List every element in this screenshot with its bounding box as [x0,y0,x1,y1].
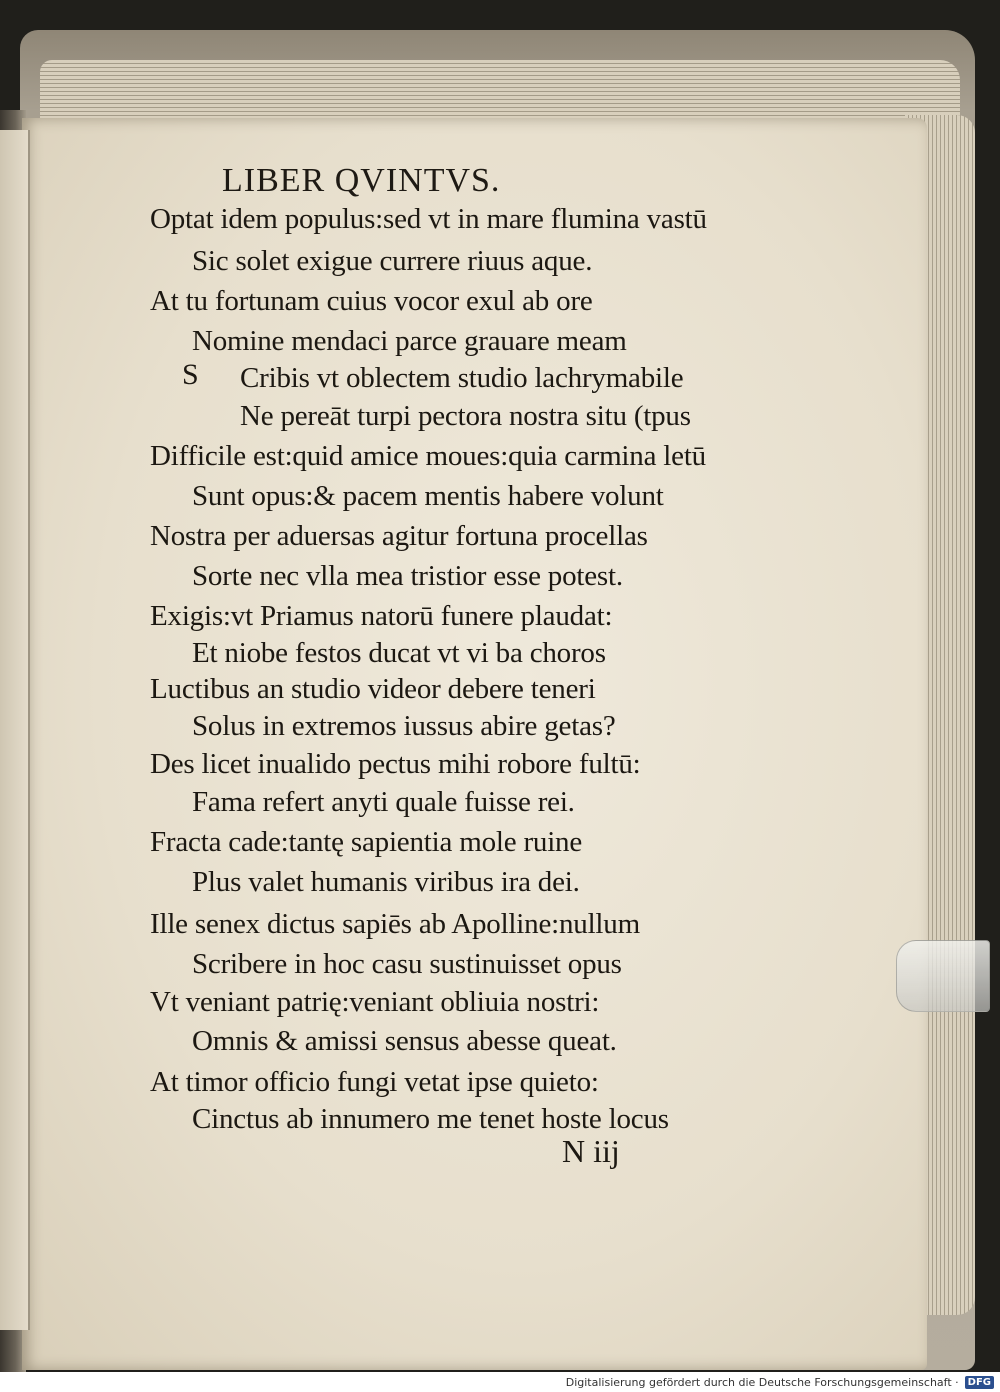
verse-line: Ne pereāt turpi pectora nostra situ (tpus [240,400,691,432]
verse-line: Luctibus an studio videor debere teneri [150,673,596,705]
verse-line: Sorte nec vlla mea tristior esse potest. [192,560,623,592]
verse-line: At timor officio fungi vetat ipse quieto: [150,1066,599,1098]
verse-line: Des licet inualido pectus mihi robore fultū: [150,748,641,780]
verse-line: Sunt opus:& pacem mentis habere volunt [192,480,664,512]
verse-line: Cinctus ab innumero me tenet hoste locus [192,1103,669,1135]
verse-line: Scribere in hoc casu sustinuisset opus [192,948,622,980]
running-head: LIBER QVINTVS. [222,162,501,199]
signature-mark: N iij [562,1133,620,1169]
verse-line: Ille senex dictus sapiēs ab Apolline:nullum [150,908,640,940]
verse-line: Nomine mendaci parce grauare meam [192,325,627,357]
glass-clip [896,940,990,1012]
verse-line: Exigis:vt Priamus natorū funere plaudat: [150,600,613,632]
verse-line: Plus valet humanis viribus ira dei. [192,866,580,898]
verse-line: At tu fortunam cuius vocor exul ab ore [150,285,593,317]
verse-line: Fama refert anyti quale fuisse rei. [192,786,575,818]
guide-letter: S [182,358,199,391]
verse-line: Omnis & amissi sensus abesse queat. [192,1025,617,1057]
verse-line: Nostra per aduersas agitur fortuna procellas [150,520,648,552]
dfg-logo: DFG [965,1376,994,1389]
footer-bar [0,1372,1000,1392]
verse-line: Et niobe festos ducat vt vi ba choros [192,637,606,669]
verse-line: Vt veniant patrię:veniant obliuia nostri: [150,986,600,1018]
verse-line: Solus in extremos iussus abire getas? [192,710,616,742]
funding-credit: Digitalisierung gefördert durch die Deutsche Forschungsgemeinschaft · [565,1375,959,1389]
verse-line: Sic solet exigue currere riuus aque. [192,245,593,277]
verse-line: Cribis vt oblectem studio lachrymabile [240,362,684,394]
verse-line: Difficile est:quid amice moues:quia carmina letū [150,440,706,472]
verse-line: Optat idem populus:sed vt in mare flumina vastū [150,203,707,235]
verse-line: Fracta cade:tantę sapientia mole ruine [150,826,583,858]
